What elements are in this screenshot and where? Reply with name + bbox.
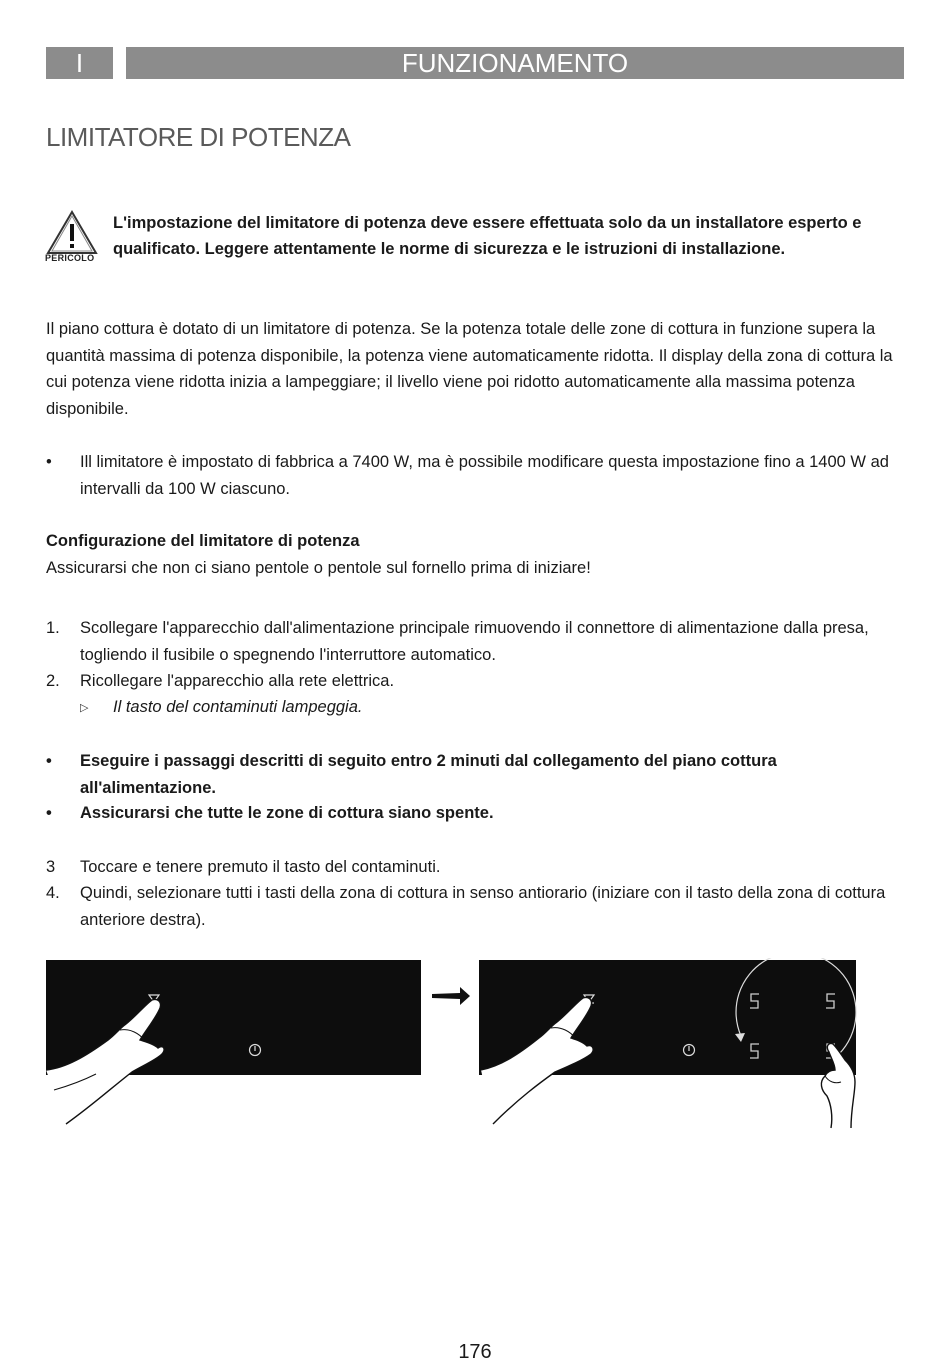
bold-note-text: Eseguire i passaggi descritti di seguito entro 2 minuti dal collegamento del piano cottura all'alimentazione. xyxy=(80,752,777,797)
factory-note xyxy=(46,449,896,502)
config-heading: Configurazione del limitatore di potenza xyxy=(46,532,360,550)
arrow-right-icon xyxy=(430,984,472,1008)
bold-note xyxy=(46,748,896,801)
intro-paragraph: Il piano cottura è dotato di un limitatore di potenza. Se la potenza totale delle zone di cottura in funzione supera la quantità massima di potenza disponibile, la potenza viene automaticamente ridotta. Il display della zona di cottura la cui potenza viene ridotta inizia a lampeggiare; il livello viene poi ridotto automaticamente alla massima potenza disponibile. xyxy=(46,320,893,418)
result-triangle-icon: ▷ xyxy=(80,702,89,714)
warning-label: PERICOLO xyxy=(45,253,95,263)
step-text: Toccare e tenere premuto il tasto del contaminuti. xyxy=(80,858,441,876)
step-text: Scollegare l'apparecchio dall'alimentazione principale rimuovendo il connettore di alimentazione dalla presa, togliendo il fusibile o spegnendo l'interruttore automatico. xyxy=(80,619,869,664)
step-number: 3 xyxy=(46,858,56,876)
section-letter-tab: I xyxy=(46,47,113,79)
cooktop-panel-right xyxy=(479,958,864,1130)
page-number: 176 xyxy=(458,1341,492,1363)
step-item xyxy=(46,615,896,668)
warning-text: L'impostazione del limitatore di potenza deve essere effettuata solo da un installatore esperto e qualificato. Leggere attentamente le norme di sicurezza e le istruzioni di installazione. xyxy=(113,214,862,258)
section-title-bar: FUNZIONAMENTO xyxy=(126,47,904,79)
factory-note-text: Ill limitatore è impostato di fabbrica a 7400 W, ma è possibile modificare questa impostazione fino a 1400 W ad intervalli da 100 W ciascuno. xyxy=(80,453,889,498)
step-item xyxy=(46,880,896,933)
step-number: 1. xyxy=(46,619,60,637)
step-number: 4. xyxy=(46,884,60,902)
step-result xyxy=(46,694,896,721)
bullet-marker: • xyxy=(46,804,52,822)
step-item xyxy=(46,854,896,881)
step-result-text: Il tasto del contaminuti lampeggia. xyxy=(113,698,363,716)
bold-note-text: Assicurarsi che tutte le zone di cottura siano spente. xyxy=(80,804,494,822)
page-title: LIMITATORE DI POTENZA xyxy=(46,122,351,152)
step-number: 2. xyxy=(46,672,60,690)
bullet-marker: • xyxy=(46,453,52,471)
step-item xyxy=(46,668,896,695)
bold-note xyxy=(46,800,896,827)
config-subtext: Assicurarsi che non ci siano pentole o pentole sul fornello prima di iniziare! xyxy=(46,559,591,577)
step-text: Ricollegare l'apparecchio alla rete elettrica. xyxy=(80,672,395,690)
bullet-marker: • xyxy=(46,752,52,770)
cooktop-panel-left xyxy=(46,958,422,1128)
step-text: Quindi, selezionare tutti i tasti della zona di cottura in senso antiorario (iniziare con il tasto della zona di cottura anteriore destra). xyxy=(80,884,886,929)
